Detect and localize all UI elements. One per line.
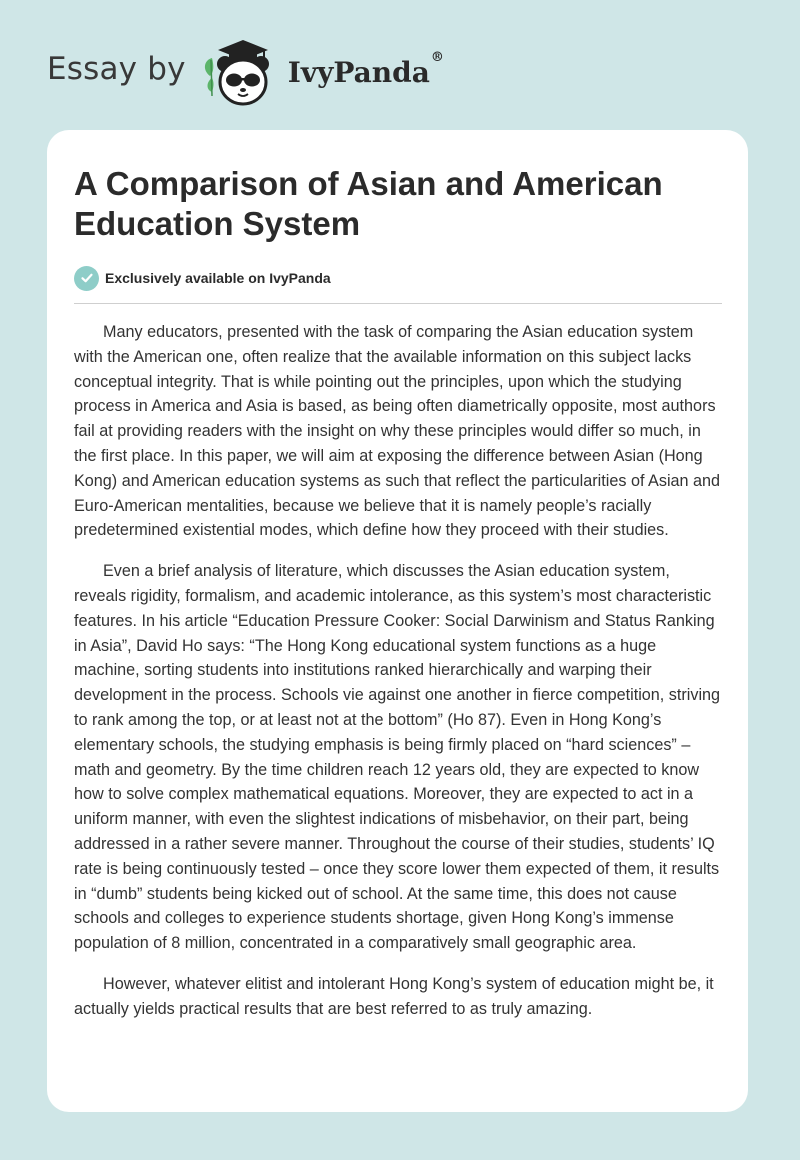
check-circle-icon bbox=[74, 266, 99, 291]
essay-card bbox=[47, 130, 748, 1112]
paragraph: Even a brief analysis of literature, which discusses the Asian education system, reveals rigidity, formalism, and academic intolerance, as this system’s most characteristic features. In his article “Education Pressure Cooker: Social Darwinism and Status Ranking in Asia”, David Ho says: “The Hong Kong educational system functions as a huge machine, sorting students into institutions ranked hierarchically and warping their development in the process. Schools vie against one another in fierce competition, striving to rank among the top, or at least not at the bottom” (Ho 87). Even in Hong Kong’s elementary schools, the studying emphasis is being firmly placed on “hard sciences” – math and geometry. By the time children reach 12 years old, they are expected to know how to solve complex mathematical equations. Moreover, they are expected to act in a uniform manner, with even the slightest indications of misbehavior, on their part, being addressed in a rather severe manner. Throughout the course of their studies, students’ IQ rate is being continuously tested – once they score lower them expected of them, it results in “dumb” students being kicked out of school. At the same time, this does not cause schools and colleges to experience students shortage, given Hong Kong’s immense population of 8 million, concentrated in a comparatively small geographic area. bbox=[74, 562, 721, 953]
paragraph: However, whatever elitist and intolerant Hong Kong’s system of education might be, it actually yields practical results that are best referred to as truly amazing. bbox=[74, 974, 714, 1018]
panda-logo-icon bbox=[200, 30, 286, 110]
divider bbox=[74, 303, 722, 304]
paragraph: Many educators, presented with the task of comparing the Asian education system with the American one, often realize that the available information on this subject lacks conceptual integrity. That is while pointing out the principles, upon which the studying process in America and Asia is based, as being often diametrically opposite, most authors fail at providing readers with the insight on why these principles would differ so much, in the first place. In this paper, we will aim at exposing the difference between Asian (Hong Kong) and American education systems as such that reflect the particularities of Asian and Euro-American mentalities, because we believe that it is namely people’s racially predetermined existential modes, which define how they proceed with their studies. bbox=[74, 323, 721, 540]
article-body bbox=[74, 320, 724, 1022]
brand-name: IvyPanda® bbox=[287, 49, 444, 89]
page-title: A Comparison of Asian and American Education System bbox=[74, 165, 663, 242]
brand-header[interactable] bbox=[47, 30, 444, 110]
brand-prefix: Essay by bbox=[47, 51, 186, 87]
exclusive-badge bbox=[74, 264, 722, 292]
badge-text: Exclusively available on IvyPanda bbox=[105, 270, 331, 286]
